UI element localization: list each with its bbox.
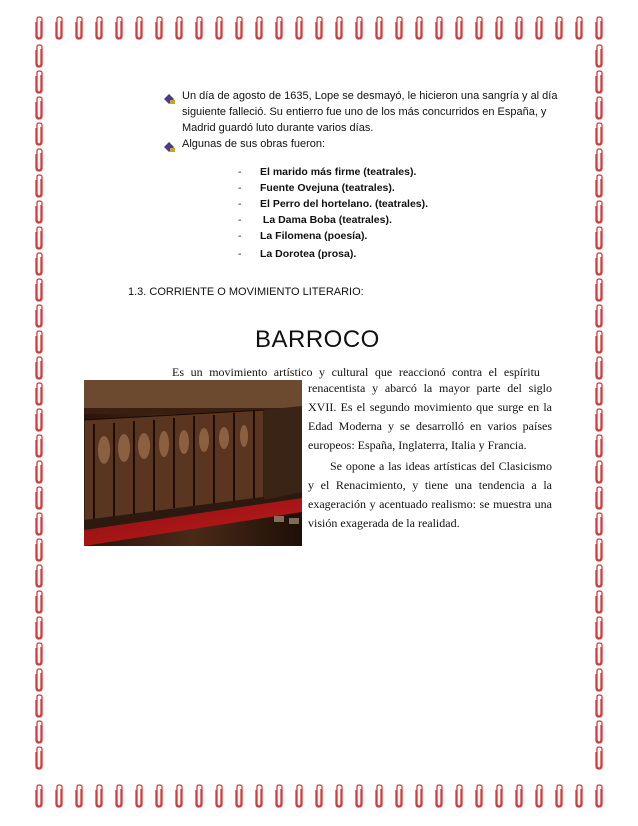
work-list-item: - La Dama Boba (teatrales). (238, 214, 392, 226)
paragraph-lead: Es un movimiento artístico y cultural que reaccionó contra el espíritu (172, 365, 540, 379)
bullet-paragraph-works-intro: Algunas de sus obras fueron: (182, 138, 326, 150)
paragraph-barroco-definition: renacentista y abarcó la mayor parte del siglo XVII. Es el segundo movimiento que surge en la Edad Moderna y se desarrolló en varios países europeos: España, Inglaterra, Italia y Francia. (308, 381, 552, 452)
work-list-item: - El Perro del hortelano. (teatrales). (238, 198, 429, 210)
paragraph-barroco-characteristics: Se opone a las ideas artísticas del Clasicismo y el Renacimiento, y tiene una tendencia a la exageración y acentuado realismo: se muestra una visión exagerada de la realidad. (308, 459, 552, 530)
bullet-paragraph-death: Un día de agosto de 1635, Lope se desmayó, le hicieron una sangría y al día siguiente falleció. Su entierro fue uno de los más concurridos en España, y Madrid guardó luto durante varios días. (182, 90, 558, 134)
section-heading: 1.3. CORRIENTE O MOVIMIENTO LITERARIO: (128, 286, 364, 298)
section-title: BARROCO (255, 326, 380, 353)
work-list-item: - Fuente Ovejuna (teatrales). (238, 182, 395, 194)
bullet-icon (162, 92, 176, 104)
choir-stalls-photo (84, 380, 302, 546)
bullet-icon (162, 140, 176, 152)
work-list-item: - La Filomena (poesía). (238, 230, 368, 242)
work-list-item: - El marido más firme (teatrales). (238, 166, 417, 178)
work-list-item: - La Dorotea (prosa). (238, 248, 357, 260)
